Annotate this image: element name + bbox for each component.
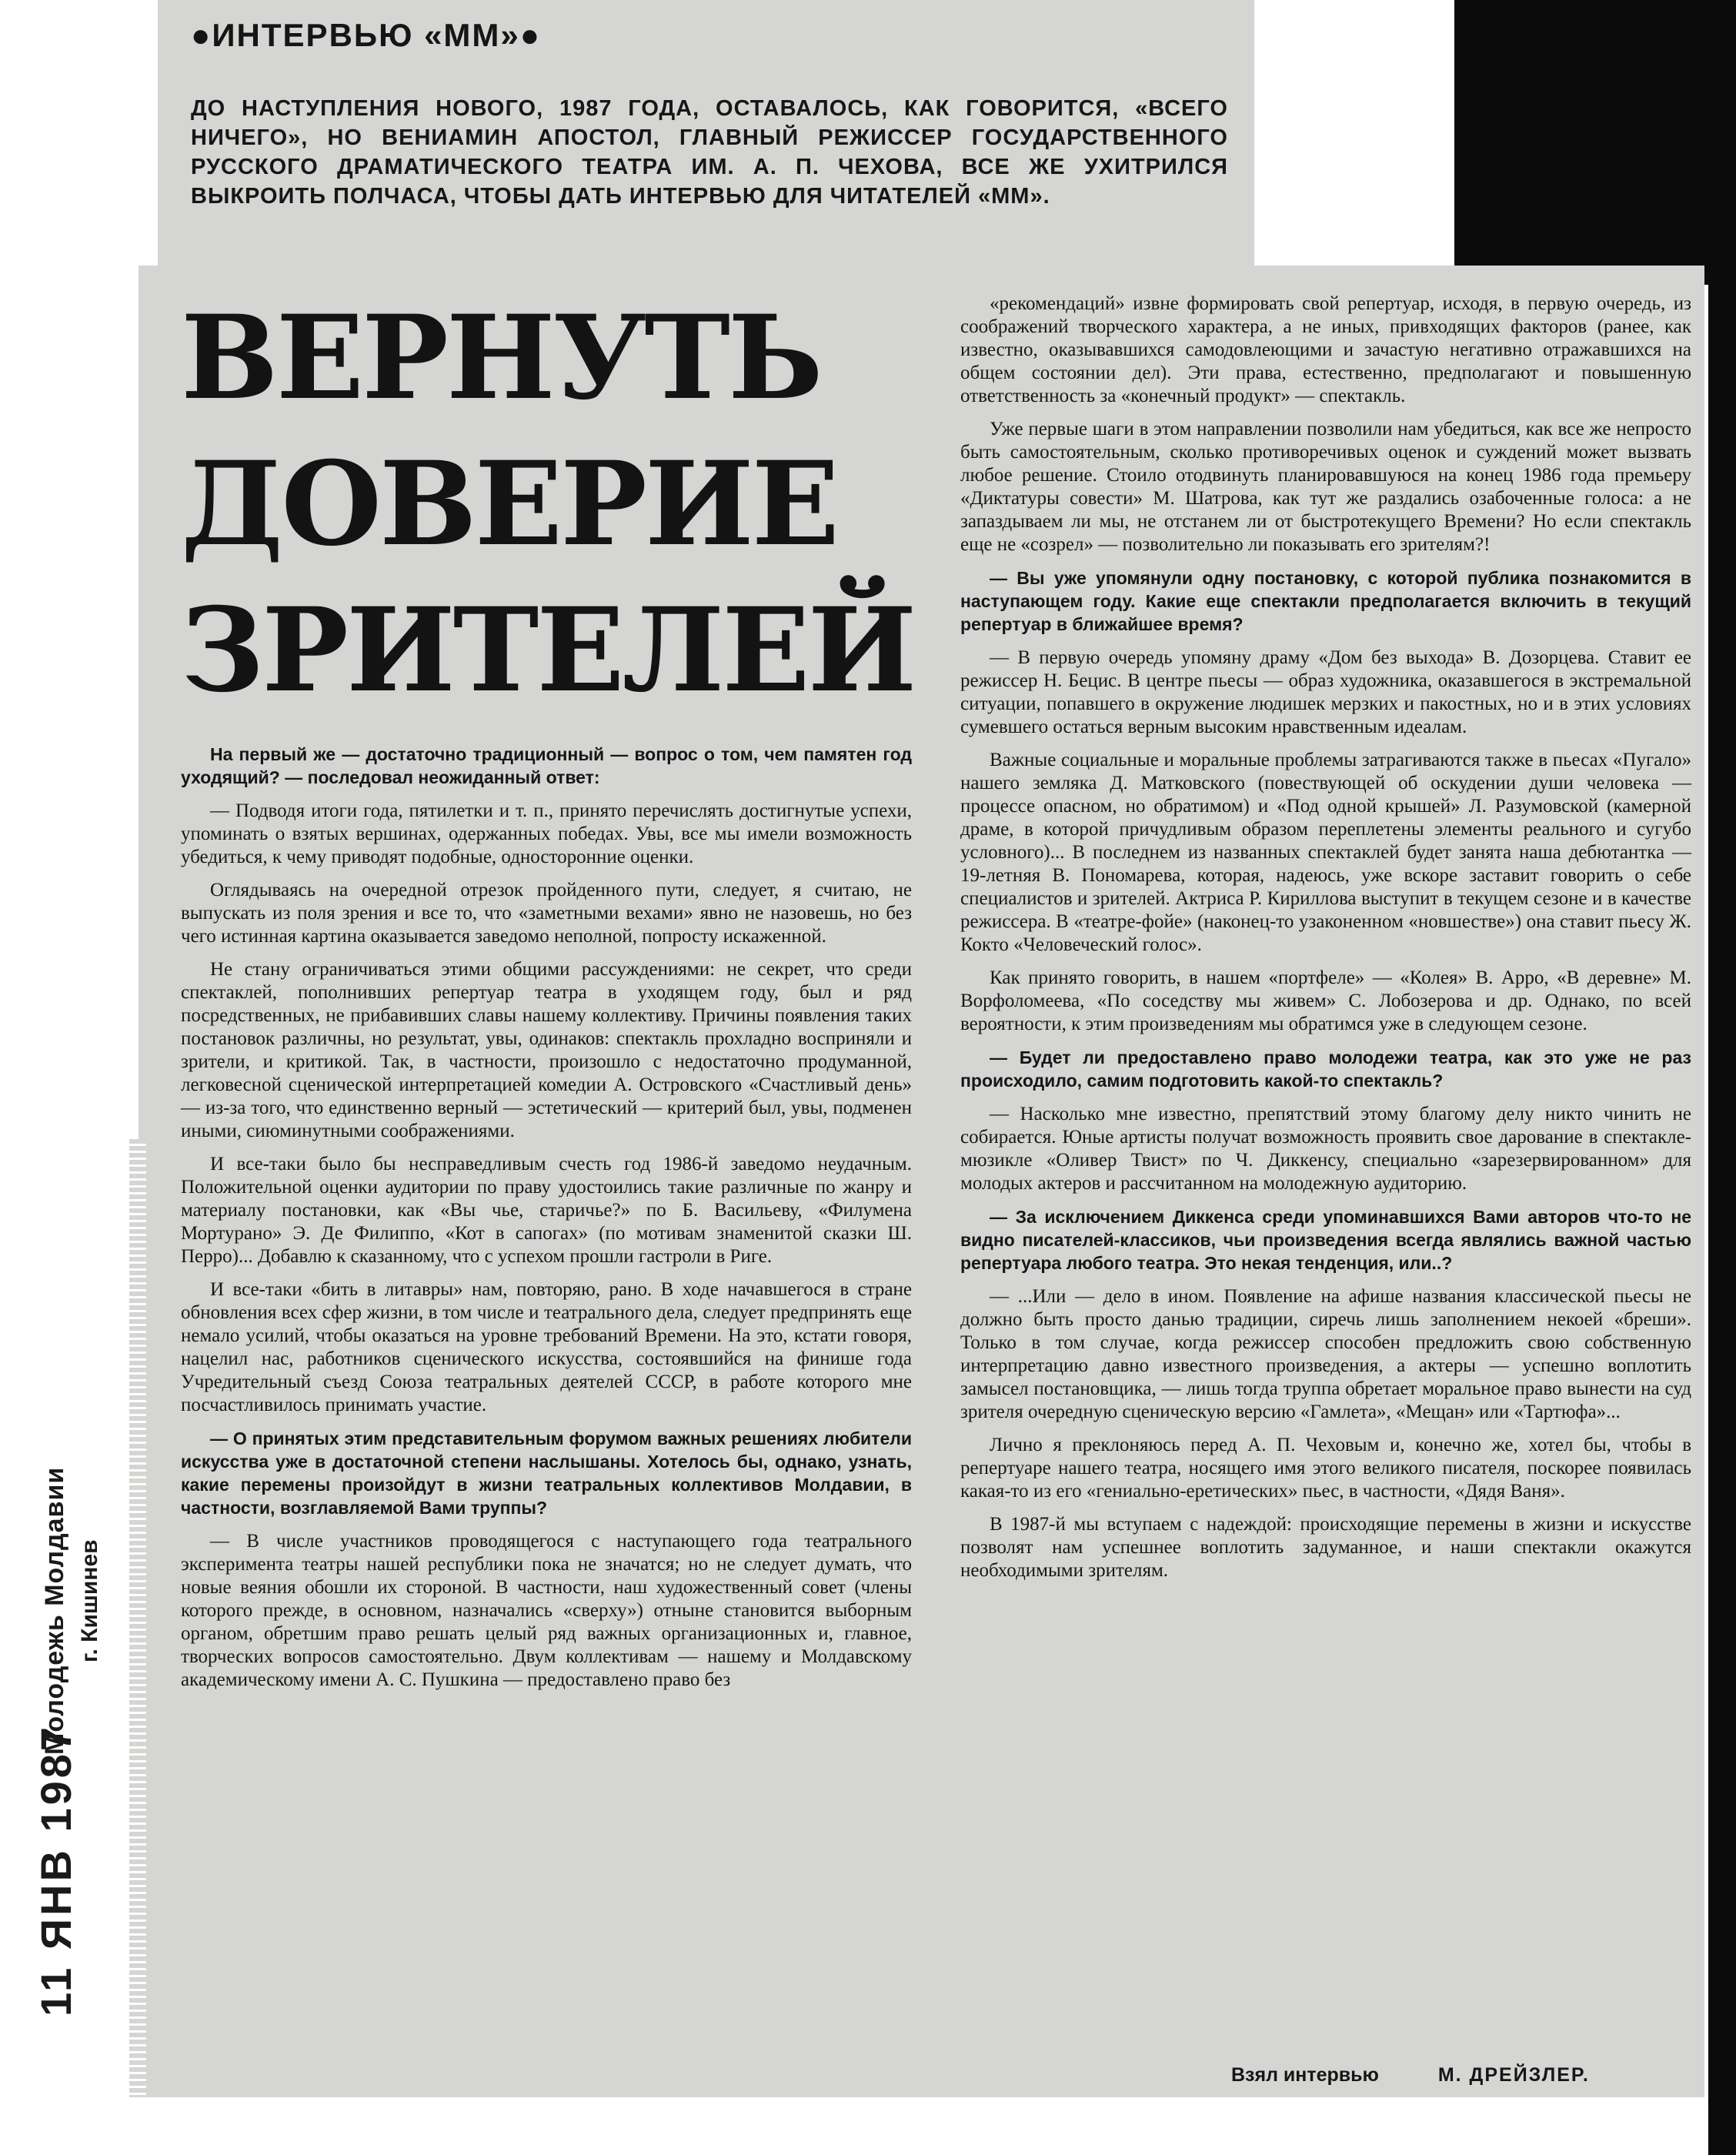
date-stamp [23,1262,108,2016]
stamp-publication: Молодежь Молдавии [40,1466,69,1755]
byline [1231,2064,1590,2087]
lead-paragraph: ДО НАСТУПЛЕНИЯ НОВОГО, 1987 ГОДА, ОСТАВАЛОСЬ, КАК ГОВОРИТСЯ, «ВСЕГО НИЧЕГО», НО ВЕНИАМИН АПОСТОЛ, ГЛАВНЫЙ РЕЖИССЕР ГОСУДАРСТВЕННОГО РУССКОГО ДРАМАТИЧЕСКОГО ТЕАТРА ИМ. А. П. ЧЕХОВА, ВСЕ ЖЕ УХИТРИЛСЯ ВЫКРОИТЬ ПОЛЧАСА, ЧТОБЫ ДАТЬ ИНТЕРВЬЮ ДЛЯ ЧИТАТЕЛЕЙ «ММ». [191,96,1228,209]
question: На первый же — достаточно традиционный — вопрос о том, чем памятен год уходящий? — последовал неожиданный ответ: [181,744,912,787]
paragraph: Оглядываясь на очередной отрезок пройденного пути, следует, я считаю, не выпускать из поля зрения и все то, что «заметными вехами» явно не назовешь, но без чего истинная картина оказывается заведомо неполной, попросту искаженной. [181,880,912,947]
byline-author: М. ДРЕЙЗЛЕР. [1437,2064,1590,2086]
question: — Будет ли предоставлено право молодежи театра, как это уже не раз происходило, самим подготовить какой-то спектакль? [960,1047,1691,1091]
paragraph: — В первую очередь упомяну драму «Дом без выхода» В. Дозорцева. Ставит ее режиссер Н. Бецис. В центре пьесы — образ художника, оказавшегося в экстремальной ситуации, попавшего в окружение людишек мерзких и пакостных, но и в этих условиях сумевшего остаться верным высоким нравственным идеалам. [960,647,1691,737]
stamp-city: г. Кишинев [77,1539,102,1662]
left-column [181,743,912,1702]
rubric: ●ИНТЕРВЬЮ «ММ»● [191,17,542,53]
headline-line-2: ДОВЕРИЕ [181,436,837,572]
paragraph: — Насколько мне известно, препятствий этому благому делу никто чинить не собирается. Юные артисты получат возможность проявить свое дарование в спектакле-мюзикле «Оливер Твист» по Ч. Диккенсу, специально «зарезервированном» для молодых актеров и рассчитанном на молодежную аудиторию. [960,1104,1691,1194]
question: — Вы уже упомянули одну постановку, с которой публика познакомится в наступающем году. Какие еще спектакли предполагается включить в текущий репертуар в ближайшее время? [960,568,1691,634]
question: — О принятых этим представительным форумом важных решениях любители искусства уже в достаточной степени наслышаны. Хотелось бы, однако, узнать, какие перемены произойдут в жизни театральных коллективов Молдавии, в частности, возглавляемой Вами труппы? [181,1428,912,1518]
right-column [960,292,1691,1592]
paragraph: — Подводя итоги года, пятилетки и т. п., принято перечислять достигнутые успехи, упоминать о взятых вершинах, одержанных победах. Увы, все мы имели возможность убедиться, к чему приводят подобные, односторонние оценки. [181,800,912,867]
scanner-background-edge [1708,0,1736,2155]
paragraph: — В числе участников проводящегося с наступающего года театрального эксперимента театры нашей республики пока не значатся; но не следует думать, что новые веяния обошли их стороной. В частности, наш художественный совет (члены которого прежде, в основном, назначались «сверху») отныне становится выборным органом, обретшим право решать целый ряд важных организационных и, главное, творческих вопросов самостоятельно. Двум коллективам — нашему и Молдавскому академическому имени А. С. Пушкина — предоставлено право без [181,1531,912,1690]
scanner-background [1454,0,1736,285]
stamp-date: 11 ЯНВ 1987 [32,1723,80,2016]
paragraph: Уже первые шаги в этом направлении позволили нам убедиться, как все же непросто быть самостоятельным, сколько противоречивых оценок и суждений может вызвать любое решение. Стоило отодвинуть планировавшуюся на конец 1986 года премьеру «Диктатуры совести» М. Шатрова, как тут же раздались озабоченные голоса: а не запаздываем ли мы, не отстанем ли от быстротекущего Времени? Но если спектакль еще не «созрел» — позволительно ли показывать его зрителям?! [960,419,1691,555]
paragraph: Важные социальные и моральные проблемы затрагиваются также в пьесах «Пугало» нашего земляка Д. Матковского (повествующей об оскудении души человека — процессе опасном, но обратимом) и «Под одной крышей» Л. Разумовской (камерной драме, в которой причудливым образом переплетены элементы реального и сугубо условного)... В последнем из названных спектаклей будет занята наша дебютантка — 19-летняя В. Пономарева, которая, надеюсь, уже вскоре заставит говорить о себе специалистов и зрителей. Актриса Р. Кириллова выступит в текущем сезоне и в качестве режиссера. В «театре-фойе» (наконец-то узаконенном «новшестве») она ставит пьесу Ж. Кокто «Человеческий голос». [960,750,1691,955]
torn-edge [129,1139,146,2097]
paragraph: — ...Или — дело в ином. Появление на афише названия классической пьесы не должно быть просто данью традиции, сиречь лишь заполнением некоей «бреши». Только в том случае, когда режиссер способен предложить свою собственную интерпретацию давно известного произведения, а актеры — успешно воплотить замысел постановщика, — лишь тогда труппа обретает моральное право вынести на суд зрителя очередную сценическую версию «Гамлета», «Мещан» или «Тартюфа»... [960,1286,1691,1422]
byline-label: Взял интервью [1231,2064,1379,2086]
headline-line-1: ВЕРНУТЬ [181,290,821,426]
paragraph: «рекомендаций» извне формировать свой репертуар, исходя, в первую очередь, из соображений творческого характера, а не иных, привходящих факторов (ранее, как известно, оказывавшихся самодовлеющими и зачастую негативно отражавшихся на общем состоянии дел). Эти права, естественно, предполагают и повышенную ответственность за «конечный продукт» — спектакль. [960,293,1691,406]
paragraph: Не стану ограничиваться этими общими рассуждениями: не секрет, что среди спектаклей, пополнивших репертуар театра в уходящем году, был и ряд посредственных, не прибавивших славы нашему коллективу. Причины появления таких постановок различны, но результат, увы, одинаков: спектакль прохладно восприняли и зрители, и критикой. Так, в частности, произошло с недостаточно продуманной, легковесной сценической интерпретацией комедии А. Островского «Счастливый день» — из-за того, что единственно верный — эстетический — критерий был, увы, подменен иными, сиюминутными соображениями. [181,959,912,1141]
paragraph: В 1987-й мы вступаем с надеждой: происходящие перемены в жизни и искусстве позволят нам успешнее воплотить задуманное, и наши спектакли окажутся необходимыми зрителям. [960,1514,1691,1581]
paragraph: Лично я преклоняюсь перед А. П. Чеховым и, конечно же, хотел бы, чтобы в репертуаре нашего театра, носящего имя этого великого писателя, поскорее появилась какая-то из его «гениально-еретических» пьес, в частности, «Дядя Ваня». [960,1435,1691,1502]
paragraph: Как принято говорить, в нашем «портфеле» — «Колея» В. Арро, «В деревне» М. Ворфоломеева, «По соседству мы живем» С. Лобозерова и др. Однако, по всей вероятности, к этим произведениям мы обратимся уже в следующем сезоне. [960,967,1691,1034]
headline [181,285,915,723]
question: — За исключением Диккенса среди упоминавшихся Вами авторов что-то не видно писателей-классиков, чьи произведения всегда являлись важной частью репертуара любого театра. Это некая тенденция, или..? [960,1207,1691,1273]
paragraph: И все-таки «бить в литавры» нам, повторяю, рано. В ходе начавшегося в стране обновления всех сфер жизни, в том числе и театрального дела, следует предпринять еще немало усилий, чтобы оказаться на уровне требований Времени. На это, кстати говоря, нацелил нас, работников сценического искусства, состоявшийся на финише года Учредительный съезд Союза театральных деятелей СССР, в работе которого мне посчастливилось принимать участие. [181,1279,912,1415]
headline-line-3: ЗРИТЕЛЕЙ [181,583,915,718]
paragraph: И все-таки было бы несправедливым счесть год 1986-й заведомо неудачным. Положительной оценки аудитории по праву удостоились такие различные по жанру и материалу постановки, как «Вы чье, старичье?» по Б. Васильеву, «Филумена Мортурано» Э. Де Филиппо, «Кот в сапогах» (по мотивам знаменитой сказки Ш. Перро)... Добавлю к сказанному, что с успехом прошли гастроли в Риге. [181,1154,912,1267]
